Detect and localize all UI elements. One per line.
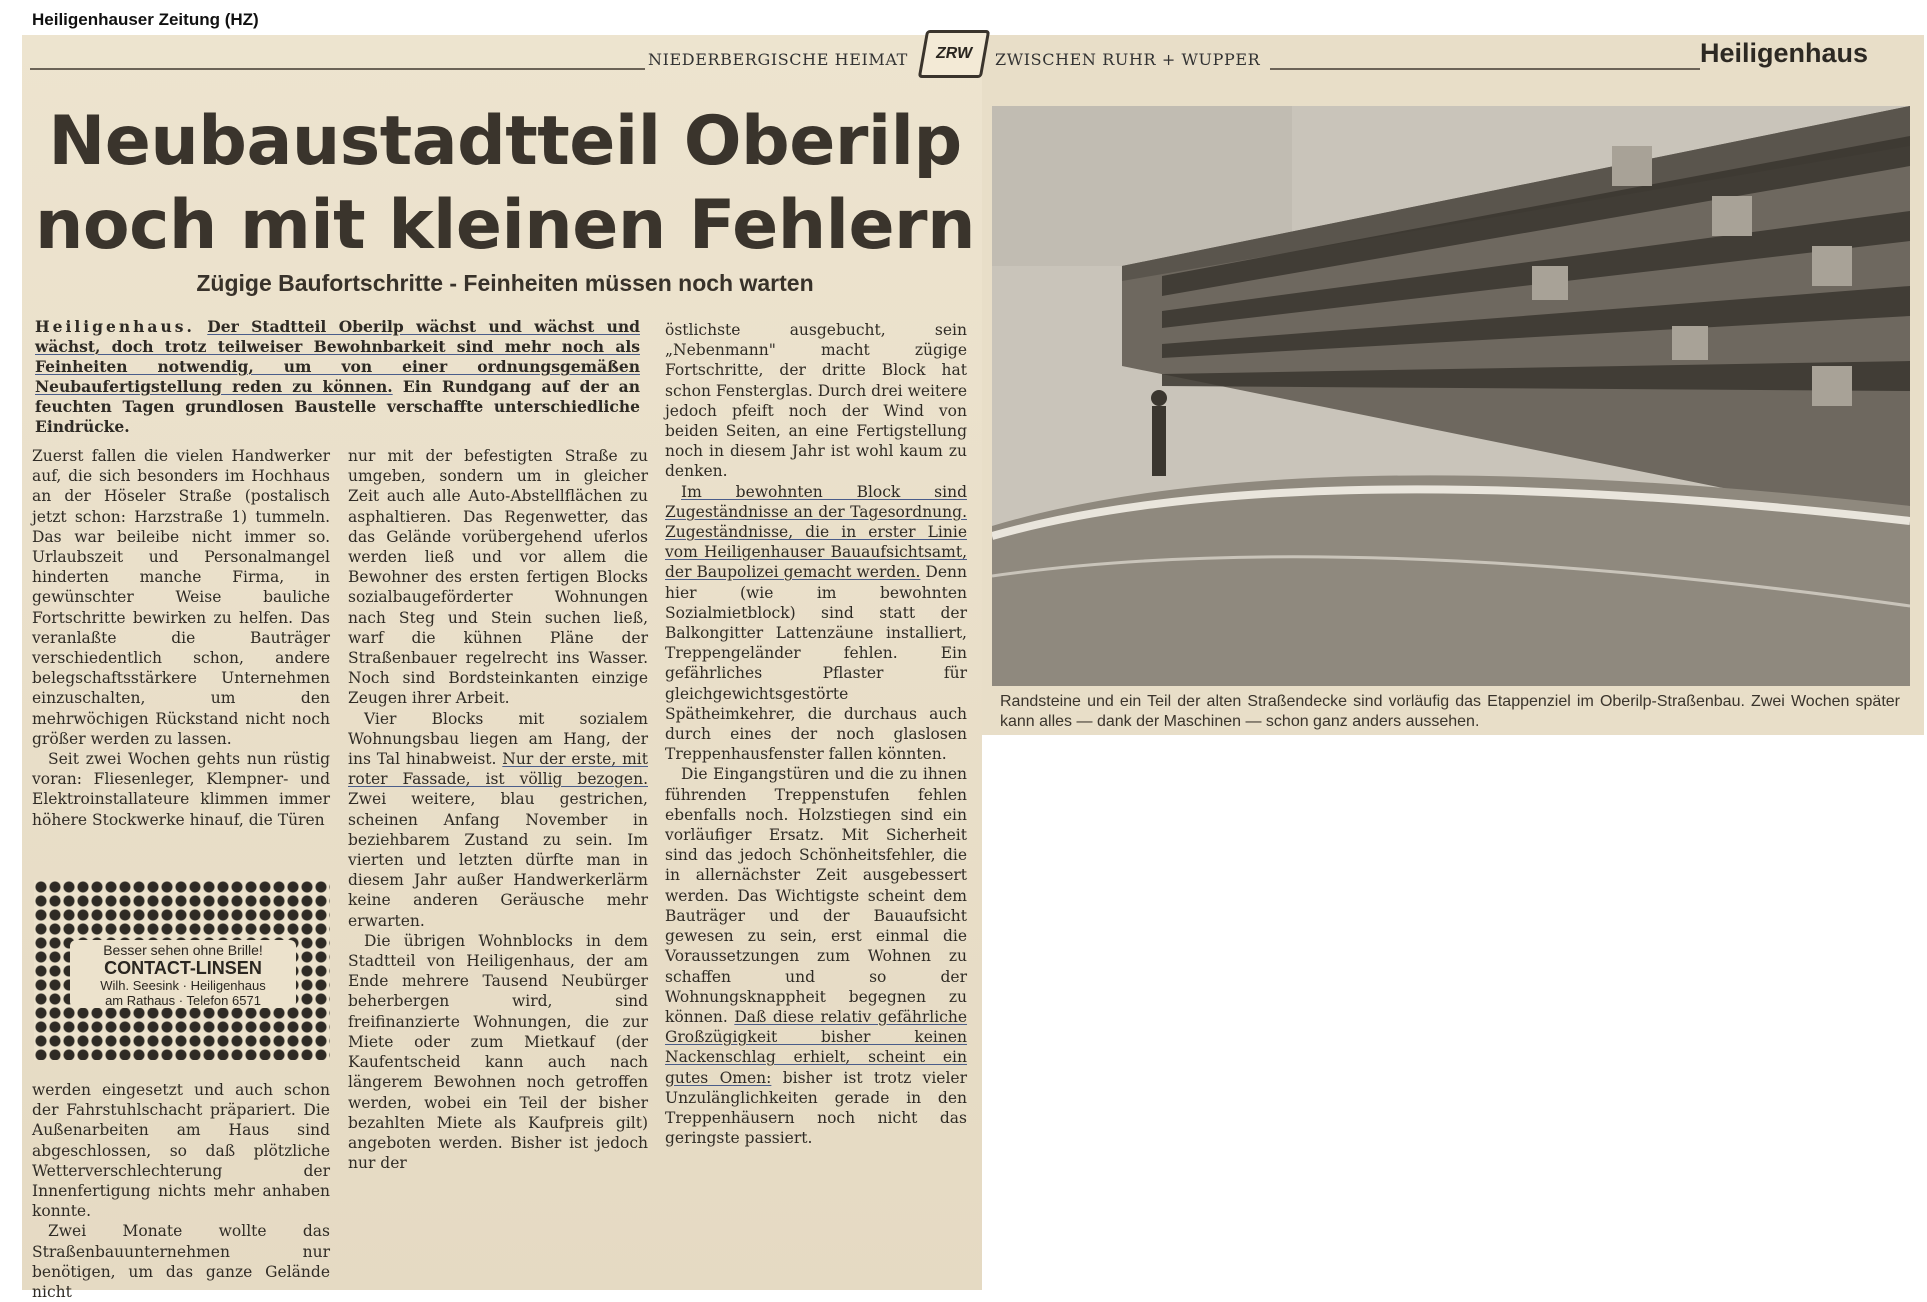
column-3 bbox=[665, 320, 967, 1148]
col3-paragraph bbox=[665, 482, 967, 765]
col1-paragraph: Zwei Monate wollte das Straßenbauunternehmen nur benötigen, um das ganze Gelände nicht bbox=[32, 1222, 330, 1302]
section-title: Heiligenhaus bbox=[1700, 38, 1869, 68]
ad-business: Wilh. Seesink · Heiligenhaus bbox=[100, 978, 266, 993]
col3-underlined: Im bewohnten Block sind Zugeständnisse an der Tagesordnung. Zugeständnisse, die in erster Linie vom Heiligenhauser Bauaufsichtsamt, der Baupolizei gemacht werden. bbox=[665, 482, 967, 582]
ad-address: am Rathaus · Telefon 6571 bbox=[105, 993, 261, 1008]
col2-paragraph: Die übrigen Wohnblocks in dem Stadtteil von Heiligenhaus, der am Ende mehrere Tausend Neubürger beherbergen wird, sind freifinanzierte Wohnungen, die zur Miete oder zum Mietkauf (der Kaufentscheid kann auch nach längerem Bewohnen noch getroffen werden, wobei ein Teil der bisher bezahlten Miete als Kaufpreis gilt) angeboten werden. Bisher ist jedoch nur der bbox=[348, 931, 648, 1173]
col1-paragraph: Zuerst fallen die vielen Handwerker auf, die sich besonders im Hochhaus an der Höseler Straße (postalisch jetzt schon: Harzstraße 1) tummeln. Das war beileibe nicht immer so. Urlaubszeit und Personalmangel hinderten manche Firma, in gewünschter Weise bauliche Fortschritte bewirken zu helfen. Das veranlaßte die Bauträger verschiedentlich schon, andere belegschaftsstärkere Unternehmen einzuschalten, um den mehrwöchigen Rückstand nicht noch größer werden zu lassen. bbox=[32, 447, 330, 748]
col3-underlined: Daß diese relativ gefährliche Großzügigkeit bisher keinen Nackenschlag erhielt, scheint ein gutes Omen: bbox=[665, 1007, 968, 1087]
lead-rest: Ein Rundgang auf der an feuchten Tagen grundlosen Baustelle verschaffte unterschiedliche Eindrücke. bbox=[35, 377, 640, 436]
photo-caption: Randsteine und ein Teil der alten Straßendecke sind vorläufig das Etappenziel im Oberilp-Straßenbau. Zwei Wochen später kann alles — dank der Maschinen — schon ganz anders aussehen. bbox=[1000, 693, 1900, 730]
construction-photo bbox=[992, 106, 1910, 686]
subheadline: Zügige Baufortschritte - Feinheiten müssen noch warten bbox=[196, 270, 814, 296]
dateline: Heiligenhaus. bbox=[35, 317, 195, 336]
col2-text: Vier Blocks mit sozialem Wohnungsbau liegen am Hang, der ins Tal hinabweist. bbox=[348, 709, 648, 769]
ad-product: CONTACT-LINSEN bbox=[104, 958, 262, 978]
headline: Neubaustadtteil Oberilp noch mit kleinen Fehlern bbox=[34, 102, 976, 265]
header-rule-right bbox=[1270, 68, 1700, 70]
zrw-logo bbox=[918, 30, 990, 78]
column-2 bbox=[348, 446, 648, 1173]
lead-paragraph bbox=[35, 317, 640, 437]
column-1 bbox=[32, 446, 330, 830]
header-rule-left bbox=[30, 68, 645, 70]
col2-paragraph: nur mit der befestigten Straße zu umgeben, sondern um in gleicher Zeit auch alle Auto-Abstellflächen zu asphaltieren. Das Regenwetter, das das Gelände vorübergehend uferlos werden ließ und vor allem die Bewohner des ersten fertigen Blocks sozialbaugeförderter Wohnungen nach Steg und Stein suchen ließ, warf die kühnen Pläne der Straßenbauer regelrecht ins Wasser. Noch sind Bordsteinkanten einzige Zeugen ihrer Arbeit. bbox=[348, 447, 648, 708]
regional-label: NIEDERBERGISCHE HEIMAT bbox=[648, 50, 908, 69]
col2-paragraph bbox=[348, 709, 648, 931]
col1-paragraph: werden eingesetzt und auch schon der Fahrstuhlschacht präpariert. Die Außenarbeiten am Haus sind abgeschlossen, so daß plötzliche Wetterverschlechterung der Innenfertigung nichts mehr anhaben konnte. bbox=[32, 1081, 330, 1221]
col1-paragraph: Seit zwei Wochen gehts nun rüstig voran: Fliesenleger, Klempner- und Elektroinstallateure klimmen immer höhere Stockwerke hinauf, die Türen bbox=[32, 750, 330, 829]
ad-tagline: Besser sehen ohne Brille! bbox=[103, 942, 263, 958]
paper-name: Heiligenhauser Zeitung (HZ) bbox=[32, 10, 259, 29]
lead-underlined: Der Stadtteil Oberilp wächst und wächst und wächst, doch trotz teilweiser Bewohnbarkeit sind mehr noch als Feinheiten notwendig, um von einer ordnungsgemäßen Neubaufertigstellung reden zu können. bbox=[35, 317, 640, 396]
col3-paragraph: östlichste ausgebucht, sein „Nebenmann" macht zügige Fortschritte, der dritte Block hat schon Fensterglas. Durch drei weitere jedoch pfeift noch der Wind von beiden Seiten, an eine Fertigstellung noch in diesem Jahr ist wohl kaum zu denken. bbox=[665, 321, 967, 481]
apartment-block-photo bbox=[992, 106, 1910, 686]
col3-text: Denn hier (wie im bewohnten Sozialmietblock) sind statt der Balkongitter Lattenzäune installiert, Treppengeländer fehlen. Ein gefährliches Pflaster für gleichgewichtsgestörte Spätheimkehrer, die durchaus auch durch eines der noch glaslosen Treppenhausfenster fallen könnten. bbox=[665, 563, 967, 764]
col2-text: Zwei weitere, blau gestrichen, scheinen Anfang November in beziehbarem Zustand zu sein. Im vierten und letzten dürfte man in diesem Jahr außer Handwerkerlärm keine anderen Geräusche mehr erwarten. bbox=[348, 790, 648, 930]
zrw-logo-text: ZRW bbox=[934, 45, 974, 62]
column-1-continued bbox=[32, 1080, 330, 1302]
regional-label-2: ZWISCHEN RUHR + WUPPER bbox=[995, 50, 1261, 69]
col3-text: bisher ist trotz vieler Unzulänglichkeiten gerade in den Treppenhäusern noch nicht das geringste passiert. bbox=[665, 1068, 967, 1148]
col3-paragraph bbox=[665, 764, 967, 1148]
col2-underlined: Nur der erste, mit roter Fassade, ist völlig bezogen. bbox=[348, 750, 648, 789]
col3-text: Die Eingangstüren und die zu ihnen führenden Treppenstufen fehlen ebenfalls noch. Holzstiegen sind ein vorläufiger Ersatz. Mit Sicherheit sind das jedoch Schönheitsfehler, die in allernächster Zeit ausgebessert werden. Das Wichtigste scheint dem Bauträger und der Bauaufsicht gewesen zu sein, erst einmal die Voraussetzungen zum Wohnen zu schaffen und so der Wohnungsknappheit begegnen zu können. bbox=[665, 765, 967, 1026]
ad-contact-lenses bbox=[70, 940, 296, 1008]
